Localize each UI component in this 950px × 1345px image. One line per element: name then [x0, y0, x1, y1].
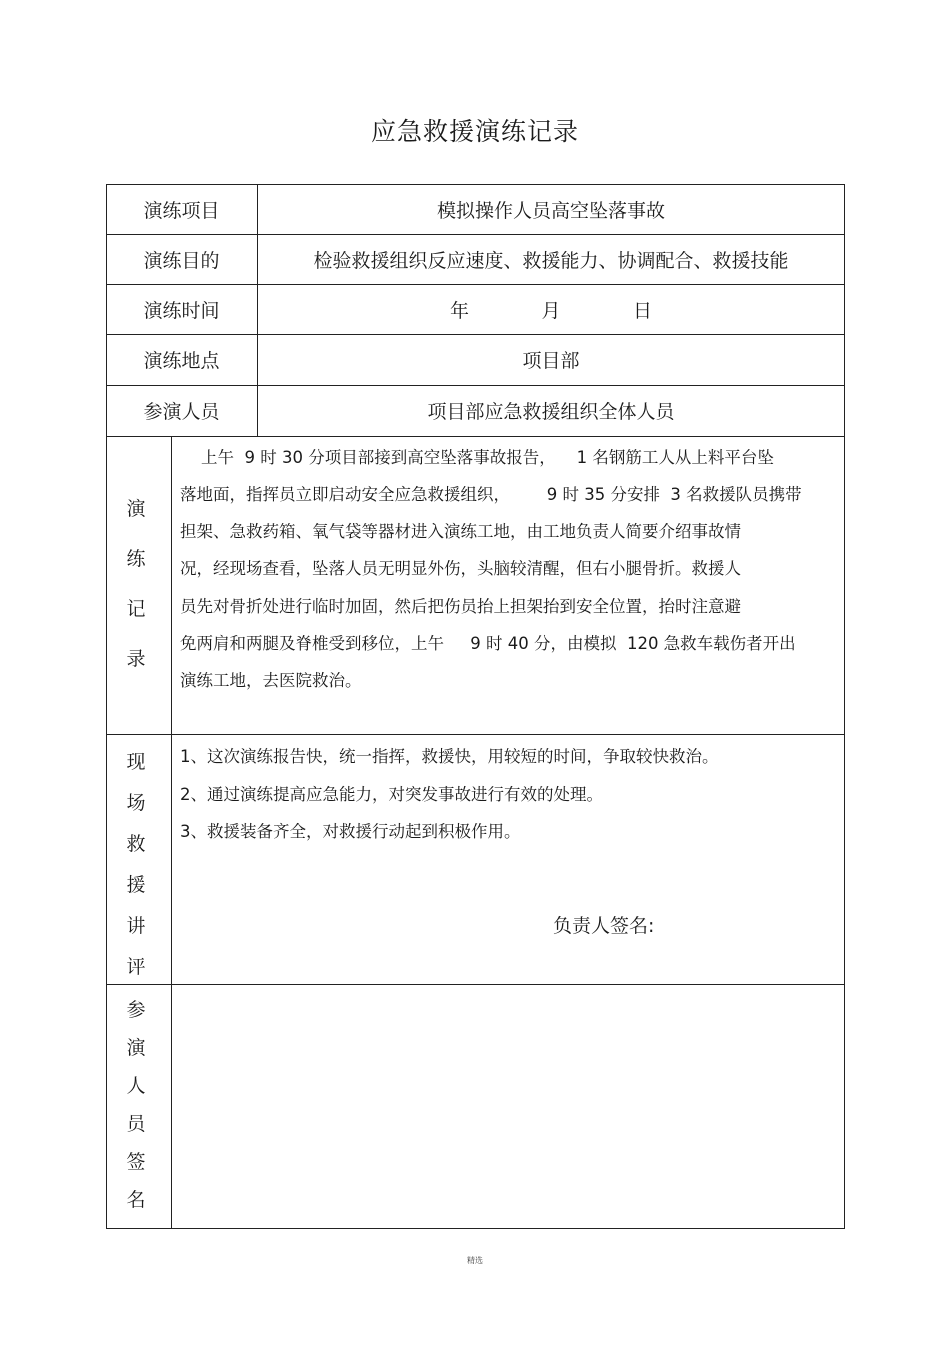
row-value-drill-time: 年 月 日: [450, 299, 652, 322]
review-line: 3、救援装备齐全，对救援行动起到积极作用。: [180, 822, 521, 841]
record-line: 免两肩和两腿及脊椎受到移位，上午 9 时 40 分，由模拟 120 急救车载伤者开出: [180, 634, 796, 653]
row-value-drill-location: 项目部: [522, 350, 580, 372]
row-label-drill-location: 演练地点: [143, 350, 220, 372]
record-line: 况，经现场查看，坠落人员无明显外伤，头脑较清醒，但右小腿骨折。救援人: [180, 559, 741, 578]
review-line: 1、这次演练报告快，统一指挥，救援快，用较短的时间，争取较快救治。: [180, 747, 719, 766]
column-divider: [171, 436, 172, 1229]
record-line: 落地面，指挥员立即启动安全应急救援组织， 9 时 35 分安排 3 名救援队员携带: [180, 485, 802, 504]
participant-signature-area[interactable]: [173, 986, 843, 1227]
document-title: 应急救援演练记录: [370, 117, 579, 146]
section-label-participant-signatures: 参 演 人 员 签 名: [126, 999, 146, 1211]
row-label-participants: 参演人员: [143, 401, 220, 423]
record-line: 演练工地，去医院救治。: [180, 671, 362, 690]
row-value-participants: 项目部应急救援组织全体人员: [427, 401, 675, 423]
review-line: 2、通过演练提高应急能力，对突发事故进行有效的处理。: [180, 785, 603, 804]
record-line: 上午 9 时 30 分项目部接到高空坠落事故报告， 1 名钢筋工人从上料平台坠: [180, 448, 774, 467]
row-label-drill-item: 演练项目: [143, 199, 220, 222]
section-label-onsite-review: 现 场 救 援 讲 评: [126, 751, 146, 978]
row-value-drill-item: 模拟操作人员高空坠落事故: [436, 199, 665, 222]
row-label-drill-time: 演练时间: [143, 299, 220, 322]
row-divider: [106, 734, 845, 735]
row-divider: [106, 984, 845, 985]
section-label-drill-record: 演 练 记 录: [126, 498, 146, 670]
row-label-drill-purpose: 演练目的: [143, 249, 220, 272]
row-divider: [106, 436, 845, 437]
row-value-drill-purpose: 检验救援组织反应速度、救援能力、协调配合、救援技能: [313, 249, 789, 272]
record-line: 员先对骨折处进行临时加固，然后把伤员抬上担架抬到安全位置，抬时注意避: [180, 597, 741, 616]
record-line: 担架、急救药箱、氧气袋等器材进入演练工地，由工地负责人简要介绍事故情: [180, 522, 741, 541]
footer-note: 精选: [467, 1256, 483, 1265]
supervisor-signature-label: 负责人签名:: [553, 915, 655, 937]
